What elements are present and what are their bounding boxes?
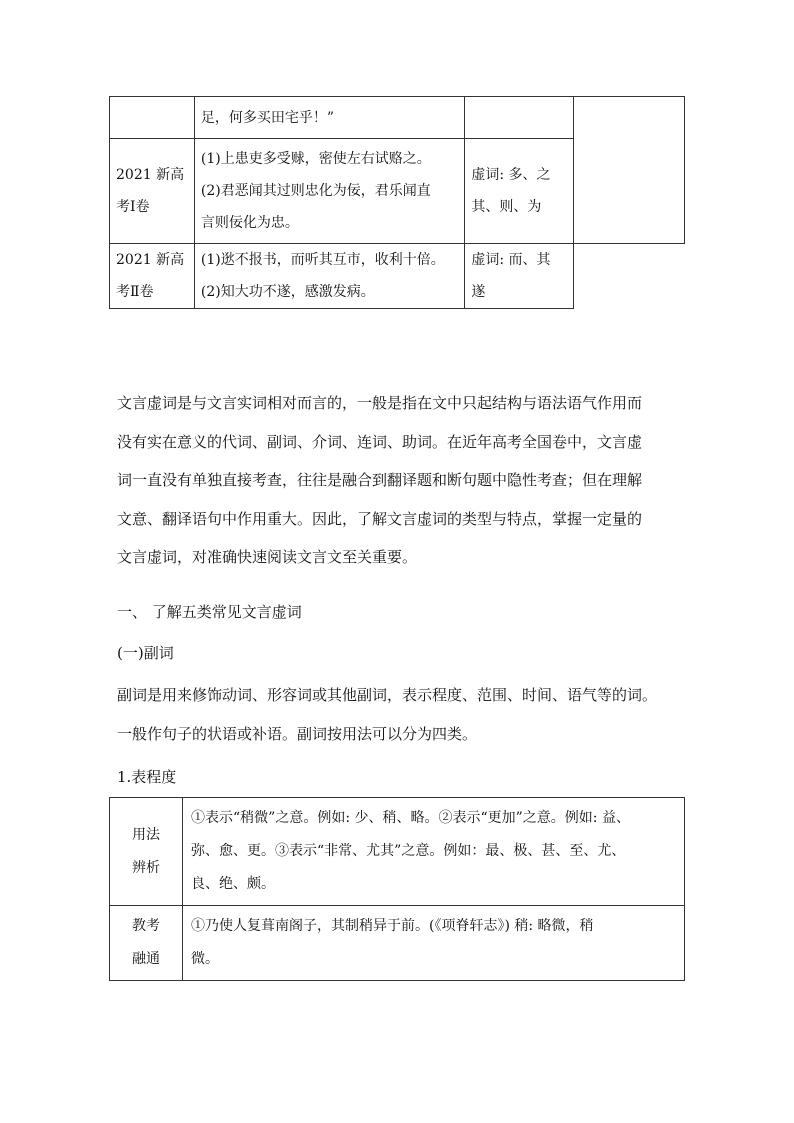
content-line: 良、绝、颇。 [191,876,275,892]
year-line: 考Ⅰ卷 [116,199,150,215]
sentence-line: (2)知大功不遂，感激发病。 [200,284,375,300]
sentence-cell [194,244,464,309]
row-content [183,906,685,981]
note-line: 虚词: 多、之 [471,167,551,183]
adverb-paragraph [117,676,687,753]
table-row [110,798,685,906]
note-line: 遂 [471,284,486,300]
paragraph-line: 词一直没有单独直接考查，往往是融合到翻译题和断句题中隐性考查；但在理解 [117,471,643,489]
year-line: 考Ⅱ卷 [116,284,154,300]
paragraph-line: 文言虚词，对准确快速阅读文言文至关重要。 [117,548,418,566]
paragraph-line: 文言虚词是与文言实词相对而言的，一般是指在文中只起结构与语法语气作用而 [117,394,643,412]
sentence-line: (1)逖不报书，而听其互市，收利十倍。 [200,252,445,268]
content-line: 弥、愈、更。③表示“非常、尤其”之意。例如：最、极、甚、至、尤、 [191,843,626,859]
label-line: 融通 [132,951,160,967]
content-line: ①表示“稍微”之意。例如: 少、稍、略。②表示“更加”之意。例如: 益、 [191,810,630,826]
note-cell [465,97,574,139]
blank-cell [574,97,685,244]
sentence-line: 言则佞化为忠。 [200,215,299,231]
sentence-cell [194,97,464,139]
table-row [110,906,685,981]
paragraph-line: 文意、翻译语句中作用重大。因此，了解文言虚词的类型与特点，掌握一定量的 [117,509,643,528]
blank-cell [574,244,685,309]
table-row [110,244,685,309]
paragraph-line: 副词是用来修饰动词、形容词或其他副词，表示程度、范围、时间、语气等的词。 [117,686,658,704]
sentence-line: (2)君恶闻其过则忠化为佞，君乐闻直 [200,183,431,199]
note-line: 其、则、为 [471,199,542,215]
row-label [110,798,183,906]
paragraph-line: 一般作句子的状语或补语。副词按用法可以分为四类。 [117,724,478,743]
row-content [183,798,685,906]
exam-table [109,96,685,309]
note-cell [465,244,574,309]
intro-paragraph [117,384,687,577]
table-row [110,97,685,139]
year-cell [110,139,195,244]
content-line: ①乃使人复葺南阁子，其制稍异于前。(《项脊轩志》) 稍: 略微，稍 [191,918,594,934]
note-line: 虚词: 而、其 [471,252,551,268]
subsection-heading: (一)副词 [117,644,174,662]
content-line: 微。 [191,951,219,967]
year-line: 2021 新高 [116,167,185,183]
label-line: 教考 [132,918,160,934]
item-heading: 1.表程度 [117,768,177,786]
year-cell [110,97,195,139]
note-cell [465,139,574,244]
sentence-line: (1)上患吏多受赇，密使左右试赂之。 [200,151,431,167]
usage-table [109,797,685,981]
sentence-cell [194,139,464,244]
paragraph-line: 没有实在意义的代词、副词、介词、连词、助词。在近年高考全国卷中，文言虚 [117,432,643,451]
sentence-line: 足，何多买田宅乎！” [200,109,335,126]
section-heading: 一、 了解五类常见文言虚词 [117,603,302,621]
year-cell [110,244,195,309]
label-line: 辨析 [132,859,160,876]
row-label [110,906,183,981]
label-line: 用法 [132,826,160,843]
year-line: 2021 新高 [116,252,185,268]
